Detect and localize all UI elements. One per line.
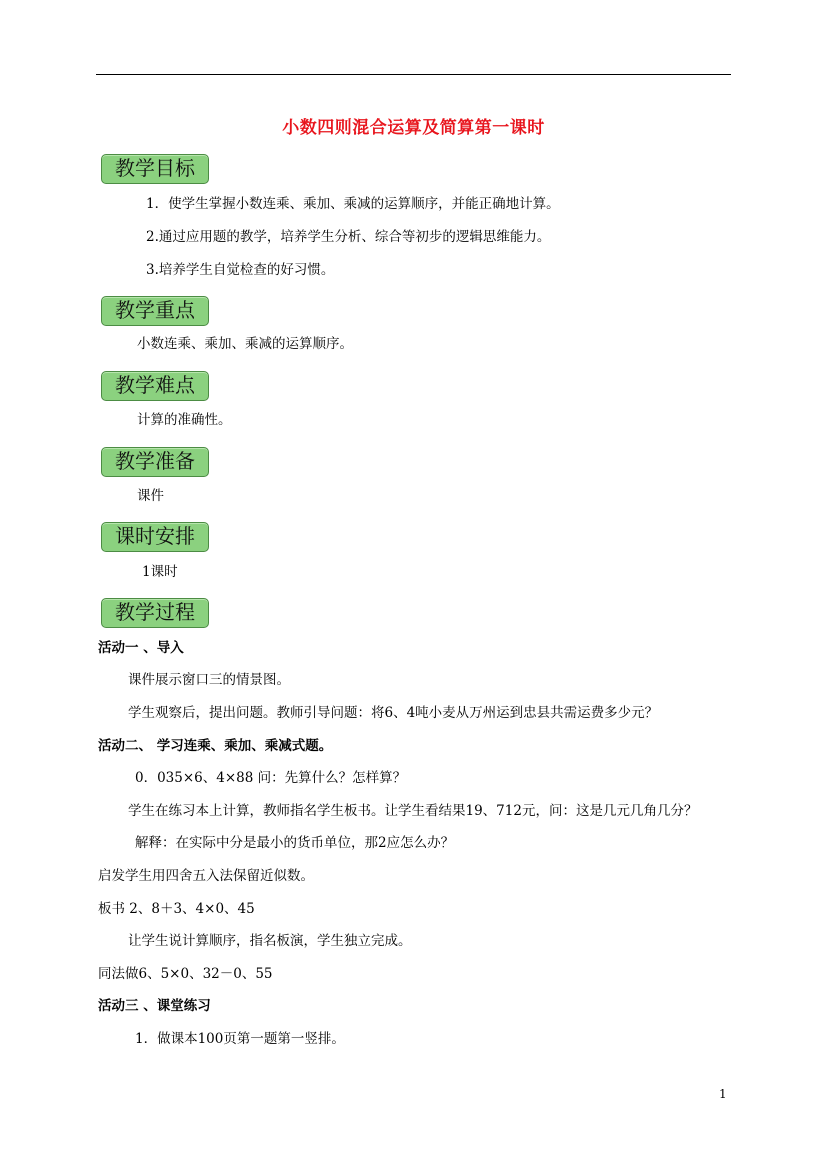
header-rule	[96, 74, 731, 75]
goal-item-3: 3.培养学生自觉检查的好习惯。	[146, 262, 335, 278]
section-badge-preparation: 教学准备	[101, 447, 209, 477]
activity-2-heading: 活动二、 学习连乘、乘加、乘减式题。	[98, 738, 333, 754]
process-line: 0．035×6、4×88 问：先算什么？怎样算？	[135, 770, 407, 786]
process-line: 学生观察后，提出问题。教师引导问题：将6、4吨小麦从万州运到忠县共需运费多少元？	[128, 705, 659, 721]
process-line: 启发学生用四舍五入法保留近似数。	[98, 868, 314, 884]
page-number: 1	[719, 1087, 727, 1101]
process-line: 同法做6、5×0、32－0、55	[98, 966, 273, 982]
document-title: 小数四则混合运算及简算第一课时	[282, 118, 545, 138]
goal-item-1: 1．使学生掌握小数连乘、乘加、乘减的运算顺序，并能正确地计算。	[146, 196, 560, 212]
section-badge-process: 教学过程	[101, 598, 209, 628]
section-badge-schedule: 课时安排	[101, 522, 209, 552]
goal-item-2: 2.通过应用题的教学，培养学生分析、综合等初步的逻辑思维能力。	[146, 229, 551, 245]
activity-3-heading: 活动三 、课堂练习	[98, 998, 211, 1014]
difficulties-text: 计算的准确性。	[137, 412, 232, 428]
process-line: 板书 2、8＋3、4×0、45	[98, 901, 255, 917]
process-line: 解释：在实际中分是最小的货币单位，那2应怎么办？	[135, 835, 455, 851]
schedule-text: 1课时	[142, 564, 178, 580]
process-line: 1．做课本100页第一题第一竖排。	[135, 1031, 345, 1047]
process-line: 学生在练习本上计算，教师指名学生板书。让学生看结果19、712元，问：这是几元几角几分？	[128, 803, 698, 819]
activity-1-heading: 活动一 、导入	[98, 640, 184, 656]
key-points-text: 小数连乘、乘加、乘减的运算顺序。	[137, 336, 353, 352]
section-badge-goals: 教学目标	[101, 154, 209, 184]
process-line: 课件展示窗口三的情景图。	[128, 672, 290, 688]
preparation-text: 课件	[137, 488, 164, 504]
section-badge-key-points: 教学重点	[101, 296, 209, 326]
section-badge-difficulties: 教学难点	[101, 371, 209, 401]
process-line: 让学生说计算顺序，指名板演，学生独立完成。	[128, 933, 412, 949]
